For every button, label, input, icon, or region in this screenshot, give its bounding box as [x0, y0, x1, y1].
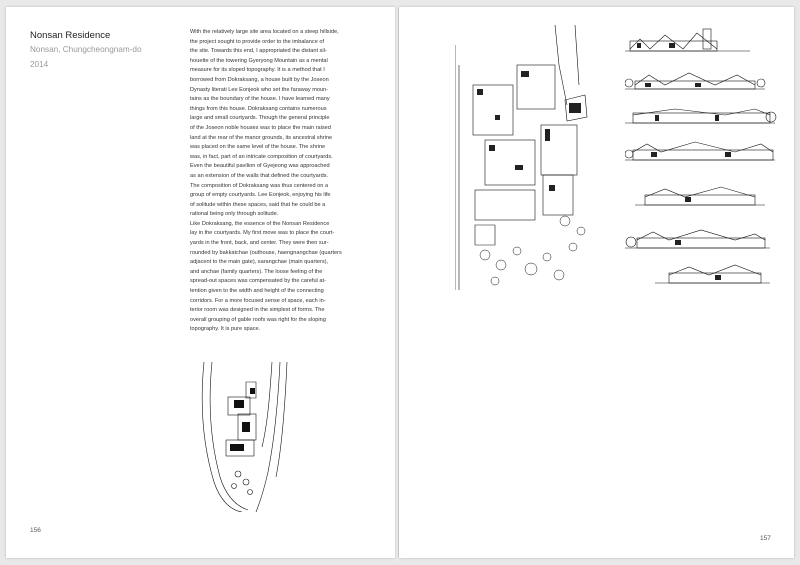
body-line: rational being only through solitude. — [190, 211, 279, 218]
body-line: and anchae (family quarters). The loose feeling of the — [190, 268, 323, 275]
body-line: was placed on the same level of the house. The shrine — [190, 144, 326, 151]
body-line: group of empty courtyards. Lee Eonjeok, enjoying his life — [190, 192, 331, 199]
body-line: the project sought to provide order to the imbalance of — [190, 38, 325, 45]
body-line: borrowed from Dokraksang, a house built by the Joseon — [190, 76, 329, 83]
body-line: of solitude within these spaces, said that he could be a — [190, 201, 326, 208]
elevation-1 — [625, 29, 750, 51]
floor-plan-drawing — [455, 25, 605, 290]
body-line: as an extension of the walls that defined the courtyards. — [190, 172, 329, 179]
body-line: tains as the boundary of the house. I have learned many — [190, 96, 330, 103]
body-line: With the relatively large site area located on a steep hillside, — [190, 29, 339, 35]
body-line: topography. It is pure space. — [190, 326, 261, 333]
project-title: Nonsan Residence — [30, 30, 111, 41]
project-year: 2014 — [30, 60, 49, 69]
project-location: Nonsan, Chungcheongnam-do — [30, 45, 142, 54]
page-number-left: 156 — [30, 527, 41, 534]
body-line: things from this house. Dokraksang contains numerous — [190, 105, 327, 112]
body-text — [190, 28, 362, 335]
elevation-drawings — [625, 25, 780, 290]
body-line: lay in the courtyards. My first move was to place the court- — [190, 230, 335, 237]
body-line: Even the beautiful pavilion of Gyejeong was approached — [190, 163, 330, 170]
body-line: spread-out spaces was compensated by the careful at- — [190, 278, 326, 285]
body-line: terior room was designed in the simplest of forms. The — [190, 307, 325, 314]
body-line: measure for its sloped topography. It is a method that I — [190, 67, 325, 74]
body-line: Dynasty literati Lee Eonjeok who set the faraway moun- — [190, 86, 329, 93]
body-line: yards in the front, back, and center. They were then sur- — [190, 240, 329, 247]
body-line: The composition of Dokraksang was thus centered on a — [190, 182, 329, 189]
site-plan-drawing — [190, 362, 290, 512]
body-line: Like Dokraksang, the essence of the Nonsan Residence — [190, 220, 330, 227]
body-line: houette of the towering Gyeryong Mountain as a mental — [190, 57, 328, 64]
body-line: overall grouping of gable roofs was right for the sloping — [190, 316, 326, 323]
body-line: land at the rear of the manor grounds, its ancestral shrine — [190, 134, 333, 141]
body-line: large and small courtyards. Though the general principle — [190, 115, 330, 122]
body-line: was, in fact, part of an intricate composition of courtyards. — [190, 153, 333, 160]
body-line: corridors. For a more focused sense of space, each in- — [190, 297, 326, 304]
body-line: the site. Towards this end, I appropriated the distant sil- — [190, 48, 327, 55]
body-line: adjacent to the main gate), sarangchae (main quarters), — [190, 259, 329, 266]
body-line: of the Joseon noble houses was to place the main raised — [190, 124, 331, 131]
body-line: tention given to the width and height of the connecting — [190, 288, 324, 295]
page-number-right: 157 — [760, 535, 771, 542]
body-line: rounded by bakkatchae (outhouse, haengnangchae (quarters — [190, 249, 342, 256]
